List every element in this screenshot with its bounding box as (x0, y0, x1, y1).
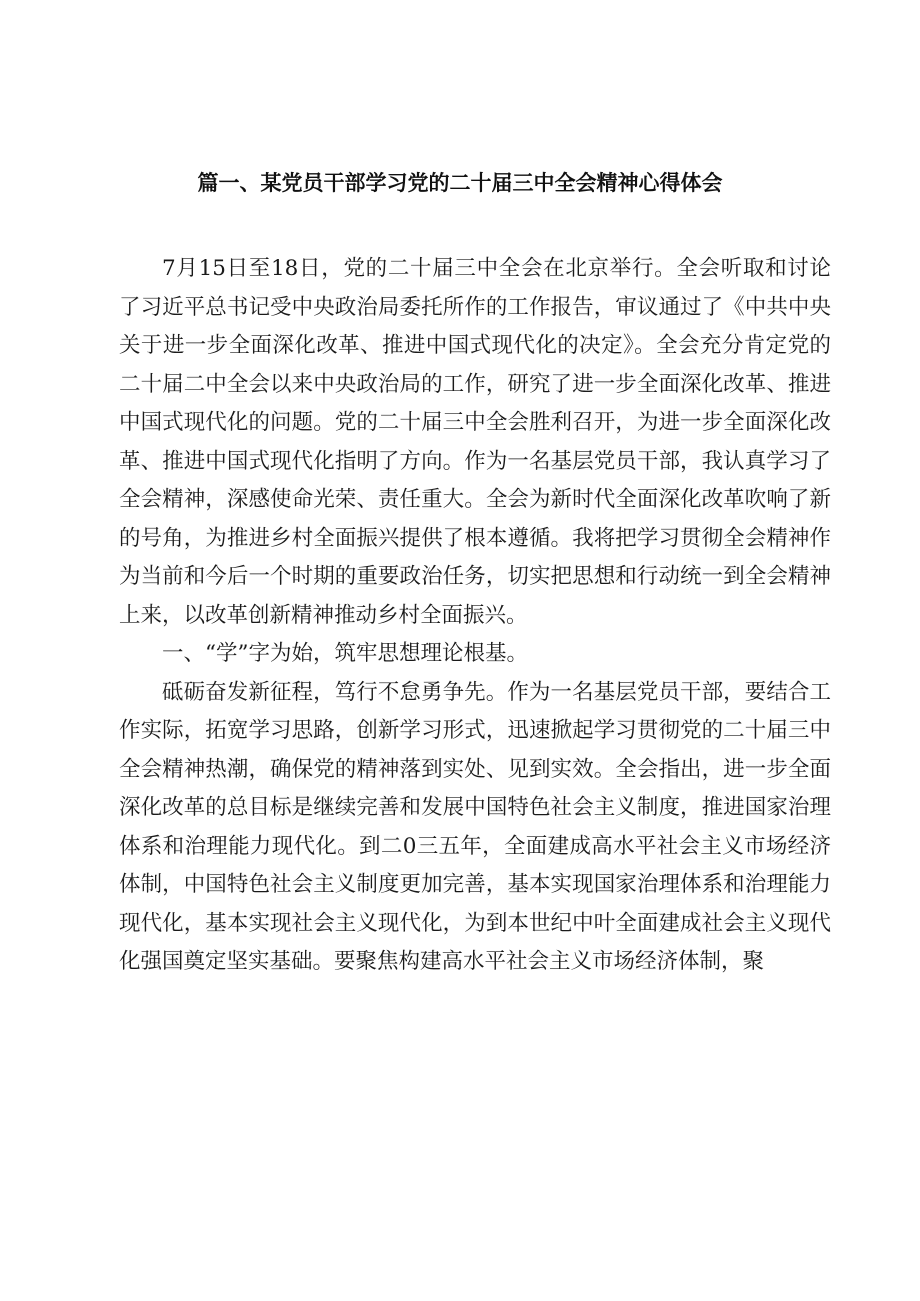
intro-paragraph: 7月15日至18日，党的二十届三中全会在北京举行。全会听取和讨论了习近平总书记受中央政治局委托所作的工作报告，审议通过了《中共中央关于进一步全面深化改革、推进中国式现代化的决定》。全会充分肯定党的二十届二中全会以来中央政治局的工作，研究了进一步全面深化改革、推进中国式现代化的问题。党的二十届三中全会胜利召开，为进一步全面深化改革、推进中国式现代化指明了方向。作为一名基层党员干部，我认真学习了全会精神，深感使命光荣、责任重大。全会为新时代全面深化改革吹响了新的号角，为推进乡村全面振兴提供了根本遵循。我将把学习贯彻全会精神作为当前和今后一个时期的重要政治任务，切实把思想和行动统一到全会精神上来，以改革创新精神推动乡村全面振兴。 (119, 256, 831, 628)
page-title: 篇一、某党员干部学习党的二十届三中全会精神心得体会 (197, 171, 723, 195)
document-body (119, 250, 831, 982)
section-1-paragraph: 砥砺奋发新征程，笃行不怠勇争先。作为一名基层党员干部，要结合工作实际，拓宽学习思路，创新学习形式，迅速掀起学习贯彻党的二十届三中全会精神热潮，确保党的精神落到实处、见到实效。全会指出，进一步全面深化改革的总目标是继续完善和发展中国特色社会主义制度，推进国家治理体系和治理能力现代化。到二0三五年，全面建成高水平社会主义市场经济体制，中国特色社会主义制度更加完善，基本实现国家治理体系和治理能力现代化，基本实现社会主义现代化，为到本世纪中叶全面建成社会主义现代化强国奠定坚实基础。要聚焦构建高水平社会主义市场经济体制，聚 (119, 679, 831, 974)
section-heading-1: 一、“学”字为始，筑牢思想理论根基。 (162, 641, 528, 666)
